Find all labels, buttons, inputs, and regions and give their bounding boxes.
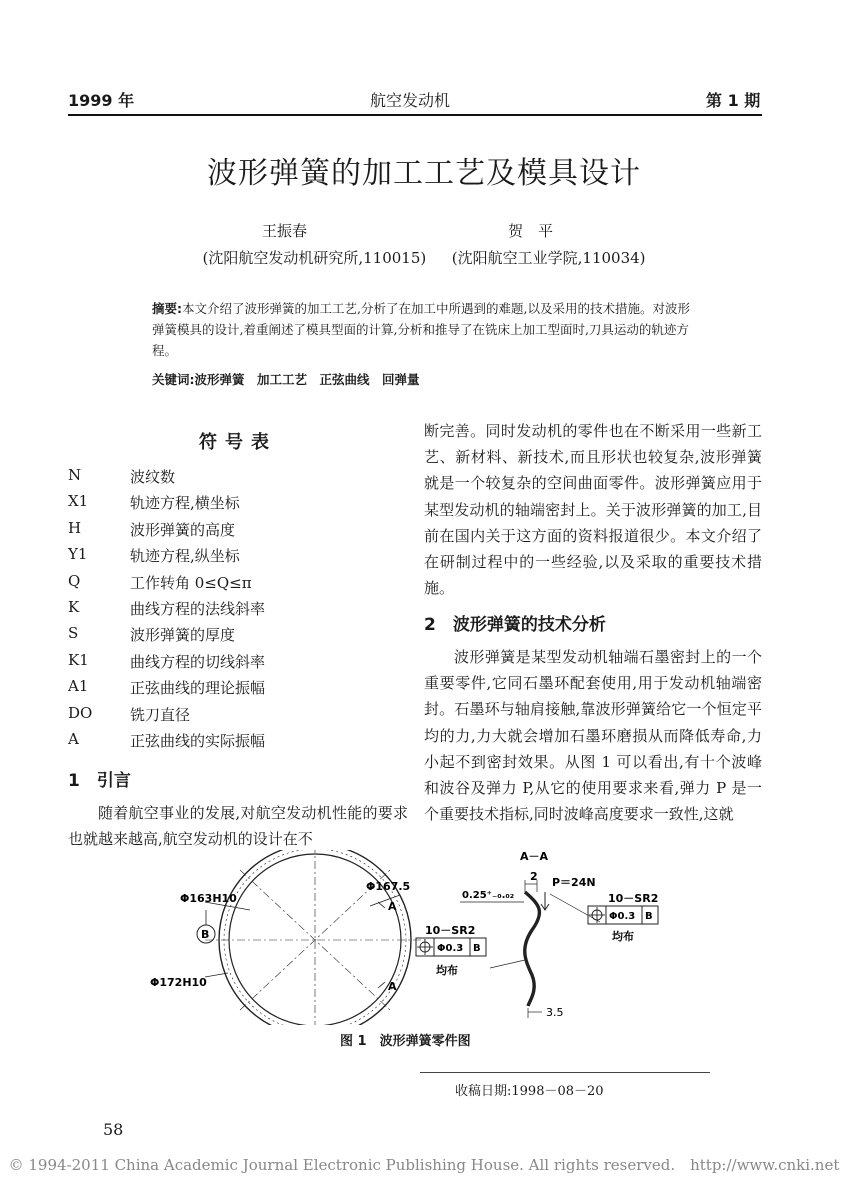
header-journal: 航空发动机 xyxy=(370,91,451,110)
author-2: 贺 平 xyxy=(508,222,554,240)
section-2-body xyxy=(424,644,762,827)
symbol-row xyxy=(68,730,408,756)
symbol-description: 波纹数 xyxy=(130,468,176,486)
sr-left-leader xyxy=(490,960,525,968)
copyright-footer: © 1994-2011 China Academic Journal Electronic Publishing House. All rights reserved. http://www.cnki.net xyxy=(8,1156,840,1174)
symbol: S xyxy=(68,624,79,643)
symbol: H xyxy=(68,518,82,537)
section-1-paragraph: 随着航空事业的发展,对航空发动机性能的要求也就越来越高,航空发动机的设计在不 xyxy=(68,804,408,849)
symbol-row xyxy=(68,466,408,492)
symbol-row xyxy=(68,598,408,624)
fcf-left-tolerance: Φ0.3 xyxy=(437,943,464,954)
section-2-paragraph: 波形弹簧是某型发动机轴端石墨密封上的一个重要零件,它同石墨环配套使用,用于发动机轴端密封。石墨环与轴肩接触,靠波形弹簧给它一个恒定平均的力,力大就会增加石墨环磨损从而降低寿命,力小起不到密封效果。从图 1 可以看出,有十个波峰和波谷及弹力 P,从它的使用要求来看,弹力 P 是一个重要技术指标,同时波峰高度要求一致性,这就 xyxy=(424,648,762,824)
thickness-label: 0.25⁺₋₀.₀₂ xyxy=(462,890,515,901)
symbol-description: 波形弹簧的厚度 xyxy=(130,626,236,645)
symbol-description: 曲线方程的法线斜率 xyxy=(130,600,266,618)
dim-2-label: 2 xyxy=(530,870,538,883)
section-aa-label: A－A xyxy=(520,850,549,863)
symbol-description: 铣刀直径 xyxy=(130,705,191,724)
figure-1 xyxy=(100,850,760,1025)
symbol: K xyxy=(68,598,80,616)
datum-b-label: B xyxy=(201,928,210,941)
paper-title: 波形弹簧的加工工艺及模具设计 xyxy=(207,156,641,191)
author-1: 王振春 xyxy=(262,222,308,240)
symbol-description: 正弦曲线的实际振幅 xyxy=(130,732,266,750)
symbol-description: 曲线方程的切线斜率 xyxy=(130,652,266,671)
affiliation-1: (沈阳航空发动机研究所,110015) xyxy=(202,249,427,267)
force-label: P＝24N xyxy=(552,876,596,889)
symbol: K1 xyxy=(68,650,89,669)
sr-right-label: 10－SR2 xyxy=(608,892,659,905)
symbol-row xyxy=(68,572,408,598)
keywords: 关键词:波形弹簧 加工工艺 正弦曲线 回弹量 xyxy=(152,372,420,387)
symbol: X1 xyxy=(68,492,89,511)
symbol-table-title: 符号表 xyxy=(199,432,277,453)
wave-profile xyxy=(525,892,540,1006)
symbol: N xyxy=(68,466,82,484)
symbol: DO xyxy=(68,703,93,722)
symbol-row xyxy=(68,704,408,730)
section-arrow-top xyxy=(378,902,385,908)
section-2-heading: 2 波形弹簧的技术分析 xyxy=(424,615,606,635)
even-left-label: 均布 xyxy=(436,964,458,977)
received-rule xyxy=(420,1072,710,1073)
section-label-bottom: A xyxy=(388,980,397,993)
sr-left-label: 10－SR2 xyxy=(425,924,476,937)
symbol-row xyxy=(68,519,408,545)
continued-paragraph: 断完善。同时发动机的零件也在不断采用一些新工艺、新材料、新技术,而且形状也较复杂,波形弹簧就是一个较复杂的空间曲面零件。波形弹簧应用于某型发动机的轴端密封上。关于波形弹簧的加工,目前在国内关于这方面的资料报道很少。本文介绍了在研制过程中的一些经验,以及采取的重要技术措施。 xyxy=(424,422,762,598)
section-1-body xyxy=(68,800,408,852)
symbol-row xyxy=(68,545,408,571)
affiliation-2: (沈阳航空工业学院,110034) xyxy=(451,249,646,267)
section-label-top: A xyxy=(388,900,397,913)
even-right-label: 均布 xyxy=(612,930,634,943)
dim-d163: Φ163H10 xyxy=(180,892,237,905)
abstract xyxy=(152,298,692,361)
fcf-right-datum: B xyxy=(645,911,653,922)
abstract-label: 摘要: xyxy=(152,301,182,316)
symbol-description: 工作转角 0≤Q≤π xyxy=(130,573,252,592)
page-number: 58 xyxy=(103,1120,124,1139)
symbol-row xyxy=(68,492,408,518)
header-year: 1999 年 xyxy=(68,91,135,110)
ring-view xyxy=(197,850,425,1025)
affiliations xyxy=(0,247,848,268)
abstract-text: 本文介绍了波形弹簧的加工工艺,分析了在加工中所遇到的难题,以及采用的技术措施。对波形弹簧模具的设计,着重阐述了模具型面的计算,分析和推导了在铣床上加工型面时,刀具运动的轨迹方程。 xyxy=(152,301,690,358)
dim-d167: Φ167.5 xyxy=(366,880,411,893)
right-column-continuation xyxy=(424,418,762,601)
figure-caption: 图 1 波形弹簧零件图 xyxy=(340,1034,471,1049)
dim-35-label: 3.5 xyxy=(546,1006,564,1019)
fcf-left-datum: B xyxy=(473,943,481,954)
section-arrow-bottom xyxy=(378,982,385,988)
symbol: A xyxy=(68,730,79,748)
received-date: 收稿日期:1998－08－20 xyxy=(455,1084,604,1099)
symbol-row xyxy=(68,651,408,677)
section-1-heading: 1 引言 xyxy=(68,771,131,791)
symbol-description: 正弦曲线的理论振幅 xyxy=(130,679,266,698)
symbol-description: 波形弹簧的高度 xyxy=(130,520,236,539)
symbol-row xyxy=(68,624,408,650)
header-issue: 第 1 期 xyxy=(706,91,761,110)
symbol-description: 轨迹方程,纵坐标 xyxy=(130,547,240,566)
symbol: Q xyxy=(68,571,81,590)
part-drawing xyxy=(100,850,760,1025)
dim-d172: Φ172H10 xyxy=(150,976,207,989)
header-rule xyxy=(68,114,762,116)
leader-d172 xyxy=(205,973,228,977)
fcf-right-tolerance: Φ0.3 xyxy=(609,911,636,922)
symbol: Y1 xyxy=(68,545,88,564)
symbol-row xyxy=(68,677,408,703)
symbol-description: 轨迹方程,横坐标 xyxy=(130,494,240,513)
symbol: A1 xyxy=(68,677,89,696)
